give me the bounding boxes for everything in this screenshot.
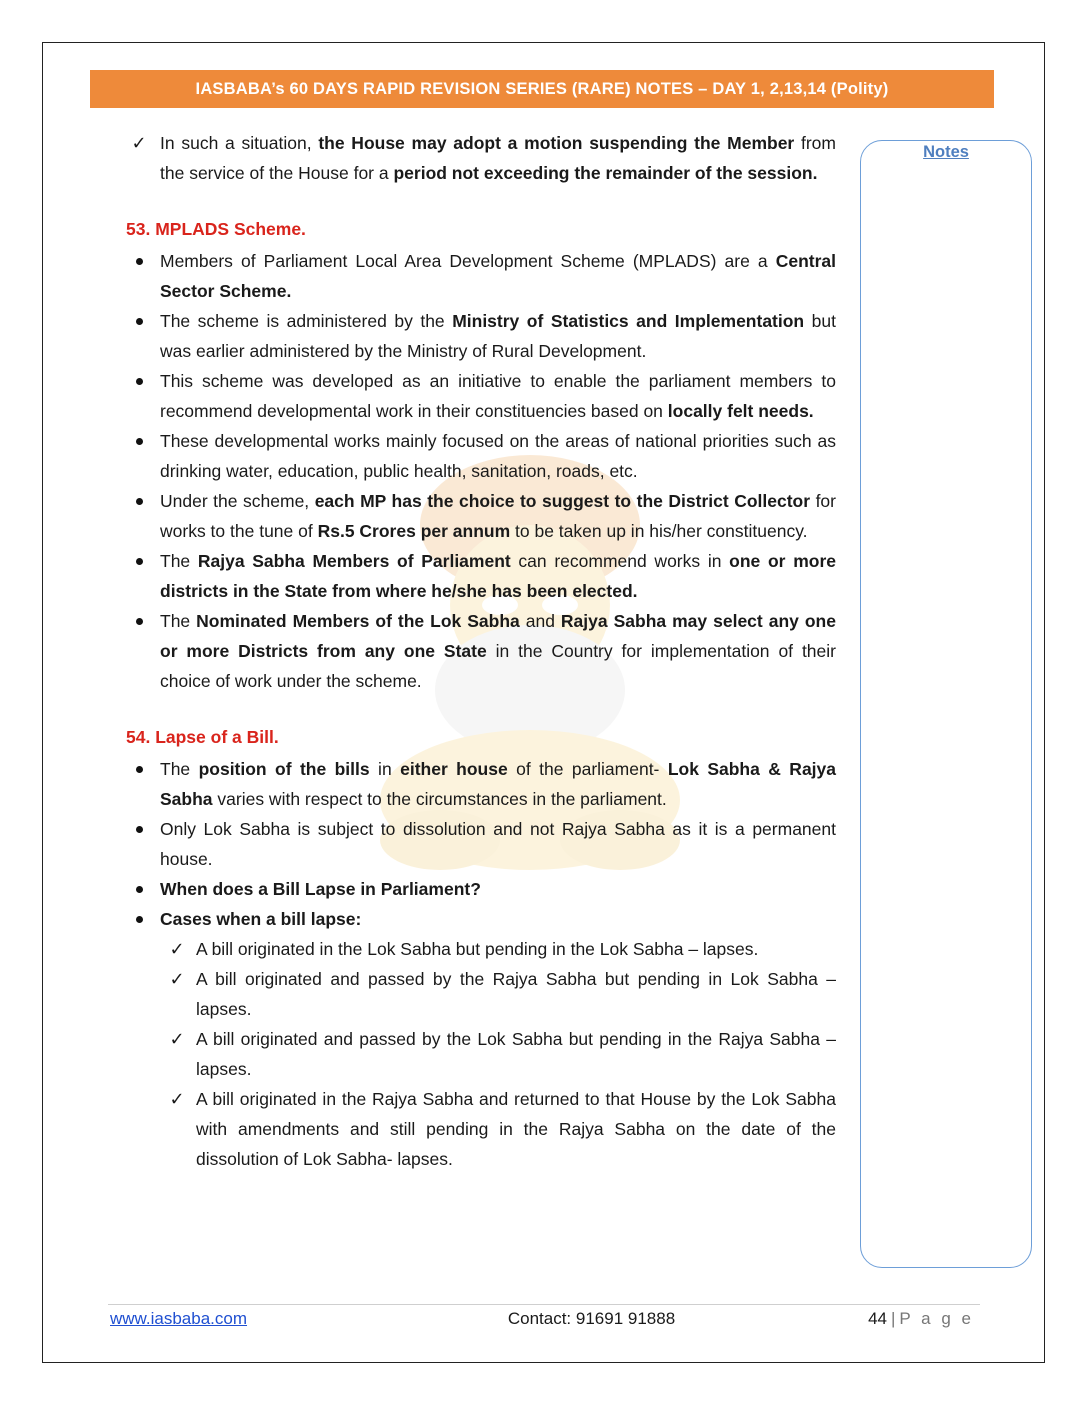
footer-divider xyxy=(108,1304,980,1305)
page-header xyxy=(90,70,994,108)
check-list-item: ✓ A bill originated and passed by the Rajya Sabha but pending in Lok Sabha – lapses. xyxy=(118,964,836,1024)
bullet-dot-icon xyxy=(118,814,160,833)
check-list-item: ✓ A bill originated in the Rajya Sabha and returned to that House by the Lok Sabha with amendments and still pending in the Rajya Sabha on the date of the dissolution of Lok Sabha- lapses. xyxy=(118,1084,836,1174)
list-item: Only Lok Sabha is subject to dissolution and not Rajya Sabha as it is a permanent house. xyxy=(118,814,836,874)
check-mark-icon: ✓ xyxy=(169,939,185,959)
list-item: The scheme is administered by the Ministry of Statistics and Implementation but was earlier administered by the Ministry of Rural Development. xyxy=(118,306,836,366)
page-content xyxy=(118,128,836,1174)
bullet-dot-icon xyxy=(118,754,160,773)
list-item: The Nominated Members of the Lok Sabha and Rajya Sabha may select any one or more Districts from any one State in the Country for implementation of their choice of work under the scheme. xyxy=(118,606,836,696)
list-item: These developmental works mainly focused on the areas of national priorities such as drinking water, education, public health, sanitation, roads, etc. xyxy=(118,426,836,486)
list-item: Members of Parliament Local Area Development Scheme (MPLADS) are a Central Sector Scheme. xyxy=(118,246,836,306)
check-list-item: ✓ A bill originated and passed by the Lok Sabha but pending in the Rajya Sabha – lapses. xyxy=(118,1024,836,1084)
bullet-dot-icon xyxy=(118,486,160,505)
check-mark-icon: ✓ xyxy=(131,133,147,153)
bullet-dot-icon xyxy=(118,606,160,625)
page-label: P a g e xyxy=(899,1309,974,1328)
list-item: When does a Bill Lapse in Parliament? xyxy=(118,874,836,904)
list-item: Under the scheme, each MP has the choice to suggest to the District Collector for works to the tune of Rs.5 Crores per annum to be taken up in his/her constituency. xyxy=(118,486,836,546)
list-item: The position of the bills in either house of the parliament- Lok Sabha & Rajya Sabha varies with respect to the circumstances in the parliament. xyxy=(118,754,836,814)
website-link[interactable]: www.iasbaba.com xyxy=(110,1309,248,1328)
bullet-dot-icon xyxy=(118,426,160,445)
bullet-dot-icon xyxy=(118,546,160,565)
list-item: The Rajya Sabha Members of Parliament can recommend works in one or more districts in the State from where he/she has been elected. xyxy=(118,546,836,606)
bullet-dot-icon xyxy=(118,306,160,325)
bullet-dot-icon xyxy=(118,246,160,265)
bullet-dot-icon xyxy=(118,904,160,923)
page-number-value: 44 xyxy=(868,1309,887,1328)
notes-panel xyxy=(860,140,1032,1268)
check-list-item: ✓ A bill originated in the Lok Sabha but pending in the Lok Sabha – lapses. xyxy=(118,934,836,964)
intro-check-text: In such a situation, the House may adopt a motion suspending the Member from the service of the House for a period not exceeding the remainder of the session. xyxy=(160,133,836,183)
header-title: IASBABA’s 60 DAYS RAPID REVISION SERIES (RARE) NOTES – DAY 1, 2,13,14 (Polity) xyxy=(195,79,889,98)
section-heading-54: 54. Lapse of a Bill. xyxy=(126,727,279,747)
check-mark-icon: ✓ xyxy=(169,1029,185,1049)
notes-label[interactable]: Notes xyxy=(923,143,969,161)
bullet-dot-icon xyxy=(118,874,160,893)
intro-check-item xyxy=(118,128,836,188)
section-heading-53: 53. MPLADS Scheme. xyxy=(126,219,306,239)
list-item: Cases when a bill lapse: xyxy=(118,904,836,934)
page-separator: | xyxy=(891,1309,896,1328)
bullet-dot-icon xyxy=(118,366,160,385)
footer-contact: Contact: 91691 91888 xyxy=(507,1309,676,1328)
page-number xyxy=(868,1309,974,1329)
list-item: This scheme was developed as an initiative to enable the parliament members to recommend developmental work in their constituencies based on locally felt needs. xyxy=(118,366,836,426)
check-mark-icon: ✓ xyxy=(169,969,185,989)
check-mark-icon: ✓ xyxy=(169,1089,185,1109)
